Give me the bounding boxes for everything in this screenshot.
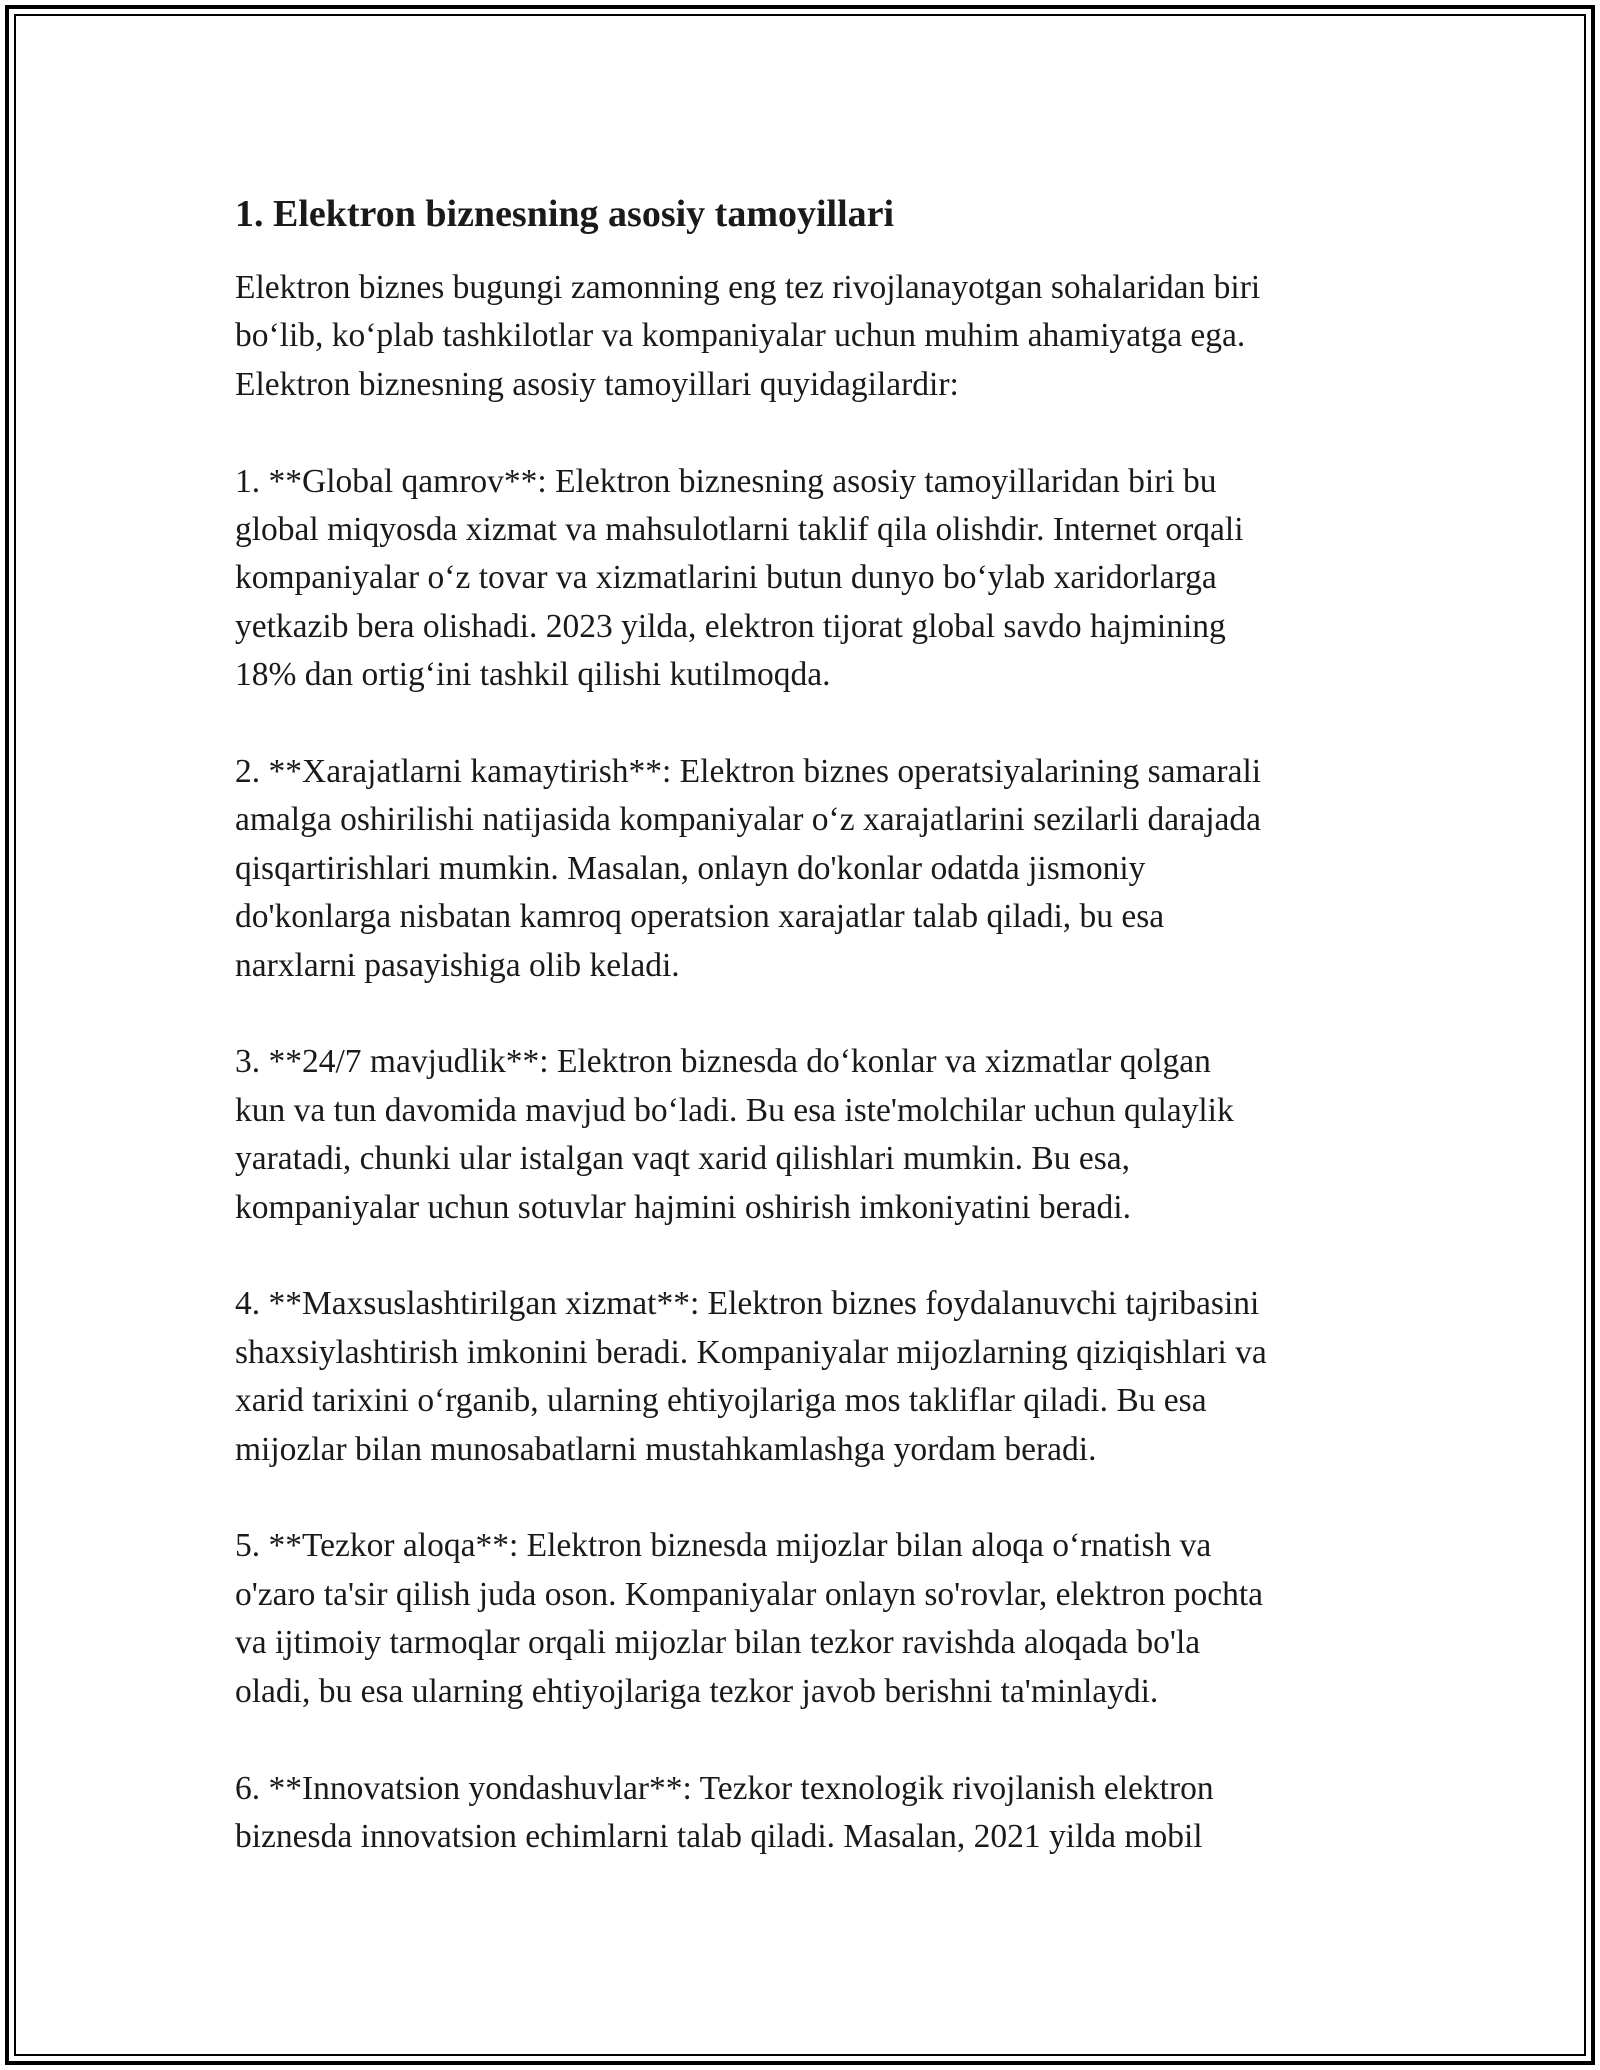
paragraph-availability: 3. **24/7 mavjudlik**: Elektron biznesda do‘konlar va xizmatlar qolgan kun va tun davomida mavjud bo‘ladi. Bu esa iste'molchilar uchun qulaylik yaratadi, chunki ular istalgan vaqt xarid qilishlari mumkin. Bu esa, kompaniyalar uchun sotuvlar hajmini oshirish imkoniyatini beradi. (235, 1043, 1234, 1226)
paragraph-personalized-service: 4. **Maxsuslashtirilgan xizmat**: Elektron biznes foydalanuvchi tajribasini shaxsiylashtirish imkonini beradi. Kompaniyalar mijozlarning qiziqishlari va xarid tarixini o‘rganib, ularning ehtiyojlariga mos takliflar qiladi. Bu esa mijozlar bilan munosabatlarni mustahkamlashga yordam beradi. (235, 1285, 1267, 1468)
paragraph-global-reach: 1. **Global qamrov**: Elektron biznesning asosiy tamoyillaridan biri bu global miqyosda xizmat va mahsulotlarni taklif qila olishdir. Internet orqali kompaniyalar o‘z tovar va xizmatlarini butun dunyo bo‘ylab xaridorlarga yetkazib bera olishadi. 2023 yilda, elektron tijorat global savdo hajmining 18% dan ortig‘ini tashkil qilishi kutilmoqda. (235, 462, 1244, 694)
paragraph-fast-communication: 5. **Tezkor aloqa**: Elektron biznesda mijozlar bilan aloqa o‘rnatish va o'zaro ta'sir qilish juda oson. Kompaniyalar onlayn so'rovlar, elektron pochta va ijtimoiy tarmoqlar orqali mijozlar bilan tezkor ravishda aloqada bo'la oladi, bu esa ularning ehtiyojlariga tezkor javob berishni ta'minlaydi. (235, 1527, 1264, 1710)
paragraph-innovative-approaches: 6. **Innovatsion yondashuvlar**: Tezkor texnologik rivojlanish elektron biznesda innovatsion echimlarni talab qiladi. Masalan, 2021 yilda mobil (235, 1769, 1214, 1855)
document-title: 1. Elektron biznesning asosiy tamoyillari (235, 193, 895, 235)
intro-paragraph: Elektron biznes bugungi zamonning eng tez rivojlanayotgan sohalaridan biri bo‘lib, ko‘plab tashkilotlar va kompaniyalar uchun muhim ahamiyatga ega. Elektron biznesning asosiy tamoyillari quyidagilardir: (235, 269, 1261, 403)
document-body (235, 190, 1385, 1910)
paragraph-cost-reduction: 2. **Xarajatlarni kamaytirish**: Elektron biznes operatsiyalarining samarali amalga oshirilishi natijasida kompaniyalar o‘z xarajatlarini sezilarli darajada qisqartirishlari mumkin. Masalan, onlayn do'konlar odatda jismoniy do'konlarga nisbatan kamroq operatsion xarajatlar talab qiladi, bu esa narxlarni pasayishiga olib keladi. (235, 753, 1262, 984)
